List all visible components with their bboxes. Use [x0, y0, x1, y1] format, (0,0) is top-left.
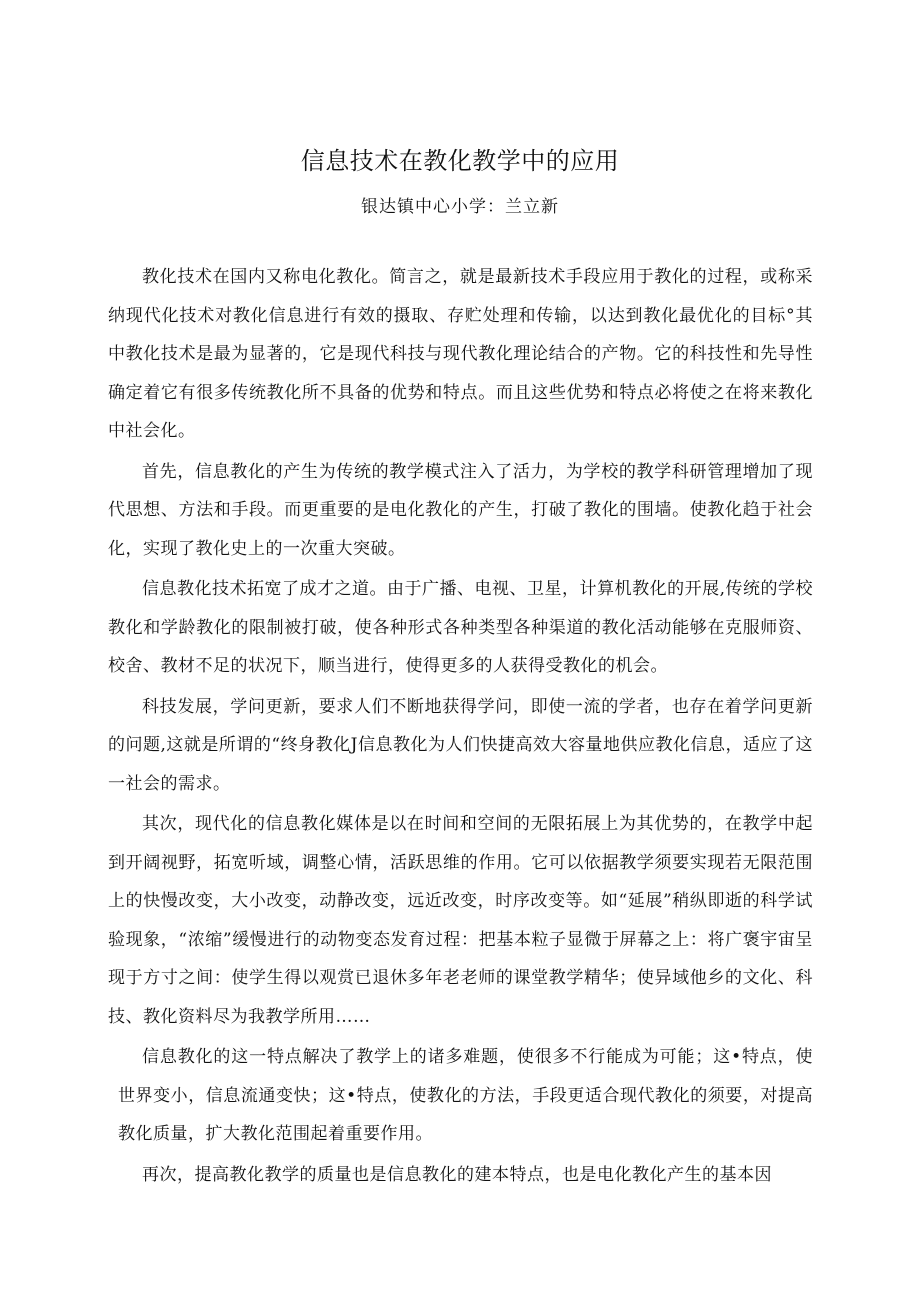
paragraph-7: 再次，提高教化教学的质量也是信息教化的建本特点，也是电化教化产生的基本因 — [142, 1164, 772, 1185]
paragraph-3: 信息教化技术拓宽了成才之道。由于广播、电视、卫星，计算机教化的开展,传统的学校教化和学龄教化的限制被打破，使各种形式各种类型各种渠道的教化活动能够在克服师资、校舍、教材不足的状况下，顺当进行，使得更多的人获得受教化的机会。 — [108, 579, 813, 676]
document-body — [108, 258, 813, 1196]
paragraph-5: 其次，现代化的信息教化媒体是以在时间和空间的无限拓展上为其优势的，在教学中起到开阔视野，拓宽听域，调整心情，活跃思维的作用。它可以依据教学须要实现若无限范围上的快慢改变，大小改变，动静改变，远近改变，时序改变等。如“延展”稍纵即逝的科学试验现象，“浓缩”缓慢进行的动物变态发育过程：把基本粒子显微于屏幕之上：将广褒宇宙呈现于方寸之间：使学生得以观赏已退休多年老老师的课堂教学精华；使异域他乡的文化、科技、教化资料尽为我教学所用…… — [108, 814, 813, 1027]
document-author: 银达镇中心小学：兰立新 — [361, 197, 559, 217]
paragraph-1: 教化技术在国内又称电化教化。简言之，就是最新技术手段应用于教化的过程，或称采纳现代化技术对教化信息进行有效的摄取、存贮处理和传输，以达到教化最优化的目标°其中教化技术是最为显著的，它是现代科技与现代教化理论结合的产物。它的科技性和先导性确定着它有很多传统教化所不具备的优势和特点。而且这些优势和特点必将使之在将来教化中社会化。 — [108, 267, 813, 441]
paragraph-6: 信息教化的这一特点解决了教学上的诸多难题，使很多不行能成为可能；这•特点，使世界变小，信息流通变快；这•特点，使教化的方法，手段更适合现代教化的须要，对提高教化质量，扩大教化范围起着重要作用。 — [118, 1047, 813, 1144]
document-title: 信息技术在教化教学中的应用 — [300, 147, 620, 175]
paragraph-4: 科技发展，学问更新，要求人们不断地获得学问，即使一流的学者，也存在着学问更新的问题,这就是所谓的“终身教化J信息教化为人们快捷高效大容量地供应教化信息，适应了这一社会的需求。 — [108, 696, 813, 794]
paragraph-2: 首先，信息教化的产生为传统的教学模式注入了活力，为学校的教学科研管理增加了现代思想、方法和手段。而更重要的是电化教化的产生，打破了教化的围墙。使教化趋于社会化，实现了教化史上的一次重大突破。 — [108, 461, 813, 559]
